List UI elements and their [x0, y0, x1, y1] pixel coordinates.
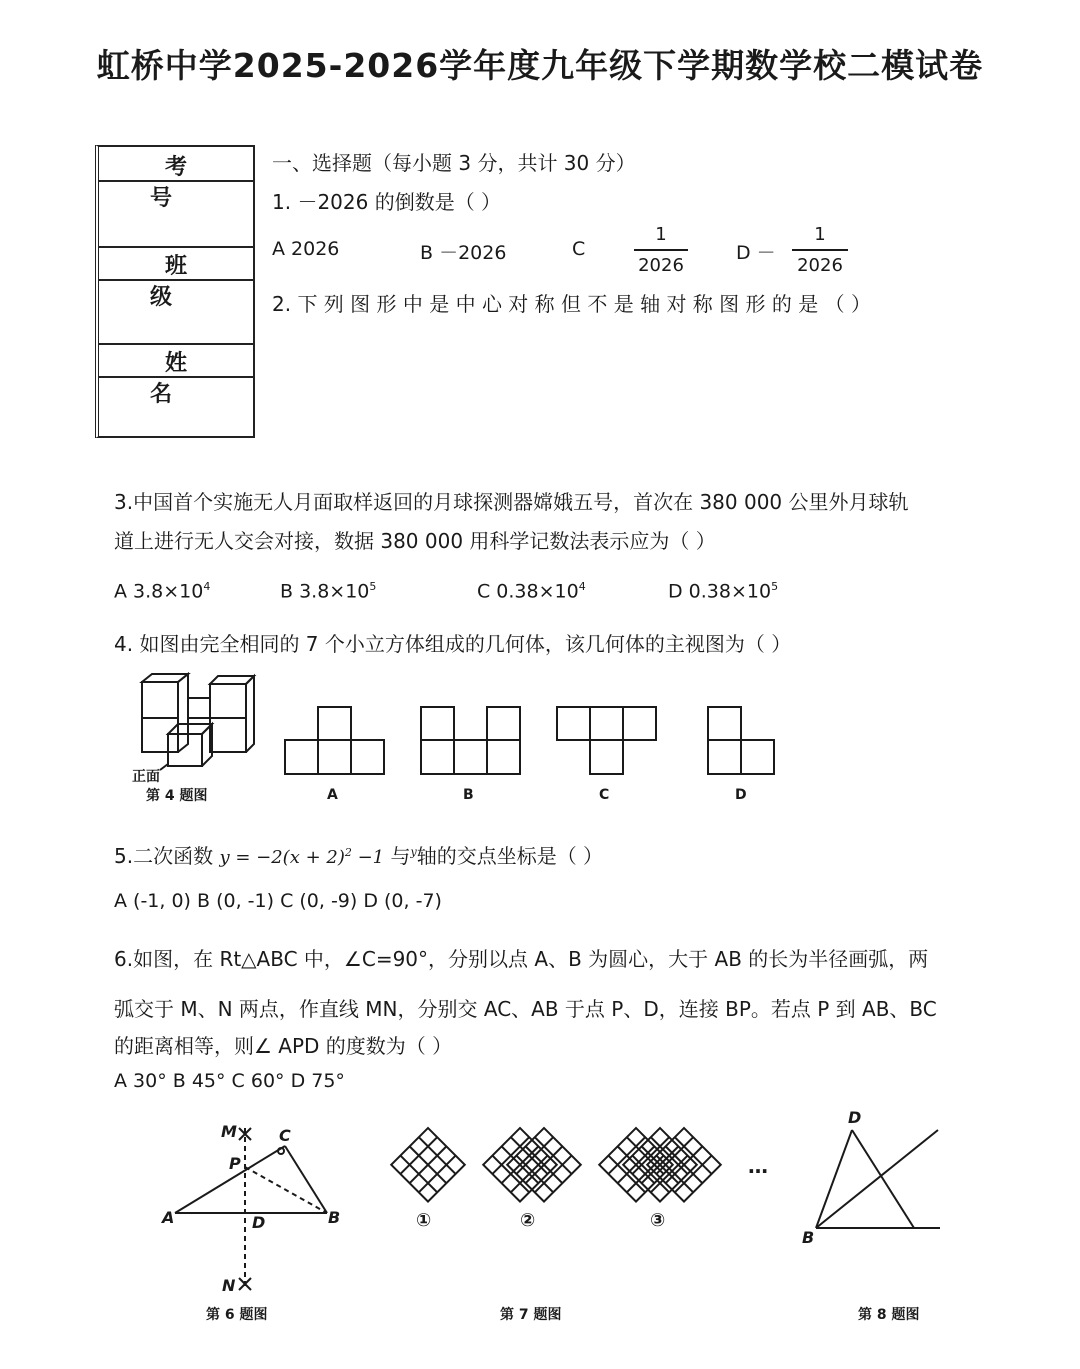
q5-prefix: 5.二次函数 [114, 844, 214, 868]
q3-c-exponent: 4 [578, 580, 586, 593]
front-view-label: 正面 [132, 769, 160, 785]
name-label: 姓 名 [149, 351, 217, 407]
label-b: B [802, 1228, 815, 1247]
fraction-denominator: 2026 [638, 255, 684, 276]
question-5-stem [114, 840, 603, 869]
label-m: M [221, 1122, 237, 1141]
class-label: 班 级 [149, 254, 217, 310]
divider [99, 180, 253, 182]
q4-option-b-view [420, 706, 522, 776]
q3-b-text: B 3.8×10 [280, 580, 370, 603]
q3-option-c [477, 580, 586, 602]
pattern-1 [388, 1126, 468, 1206]
q3-option-a [114, 580, 210, 602]
question-2-stem: 2. 下 列 图 形 中 是 中 心 对 称 但 不 是 轴 对 称 图 形 的 是 （ ） [272, 292, 871, 316]
q4-option-d-view [707, 706, 777, 776]
q1-option-d: D － [736, 242, 776, 264]
pattern-3 [596, 1126, 726, 1206]
q4-option-a-view [284, 706, 386, 776]
divider [99, 376, 253, 378]
q4-option-c-label: C [599, 787, 610, 803]
figure-4-caption: 第 4 题图 [146, 788, 208, 804]
fraction-denominator: 2026 [797, 255, 843, 276]
q5-formula-exponent: 2 [344, 846, 352, 859]
label-d: D [252, 1213, 266, 1232]
pattern-2-label: ② [520, 1210, 536, 1231]
label-n: N [222, 1276, 236, 1295]
question-4-stem: 4. 如图由完全相同的 7 个小立方体组成的几何体，该几何体的主视图为（ ） [114, 632, 792, 656]
q5-var: y [410, 845, 417, 859]
q6-options: A 30° B 45° C 60° D 75° [114, 1070, 345, 1092]
q4-option-a-label: A [327, 787, 338, 803]
q4-option-c-view [556, 706, 658, 776]
q5-options: A (-1, 0) B (0, -1) C (0, -9) D (0, -7) [114, 890, 442, 912]
student-info-box [95, 145, 255, 438]
pattern-1-label: ① [416, 1210, 432, 1231]
q1-option-a: A 2026 [272, 238, 340, 260]
question-6-line1: 6.如图，在 Rt△ABC 中，∠C=90°，分别以点 A、B 为圆心，大于 AB 的长为半径画弧，两 [114, 947, 929, 971]
label-a: A [162, 1208, 175, 1227]
q1-option-b: B －2026 [420, 242, 507, 264]
q3-option-b [280, 580, 376, 602]
q5-formula [219, 847, 384, 868]
q5-formula-tail: −1 [351, 847, 385, 868]
question-6-line3: 的距离相等，则∠ APD 的度数为（ ） [114, 1034, 453, 1058]
q5-mid: 与 [390, 844, 411, 868]
q3-d-text: D 0.38×10 [668, 580, 772, 603]
figure-7-caption: 第 7 题图 [500, 1307, 562, 1323]
q1-option-c: C [572, 238, 586, 260]
q3-option-d [668, 580, 778, 602]
question-3-line1: 3.中国首个实施无人月面取样返回的月球探测器嫦娥五号，首次在 380 000 公里外月球轨 [114, 490, 909, 514]
q4-option-d-label: D [735, 787, 747, 803]
q4-option-b-label: B [463, 787, 474, 803]
divider [99, 343, 253, 345]
exam-number-label: 考 号 [149, 155, 217, 211]
page-title: 虹桥中学2025-2026学年度九年级下学期数学校二模试卷 [96, 46, 984, 85]
label-d: D [848, 1108, 862, 1127]
q1-d-fraction [792, 224, 848, 276]
figure-8-lines [810, 1120, 950, 1240]
fraction-numerator: 1 [814, 224, 826, 245]
q3-a-text: A 3.8×10 [114, 580, 204, 603]
question-3-line2: 道上进行无人交会对接，数据 380 000 用科学记数法表示应为（ ） [114, 529, 716, 553]
label-c: C [279, 1126, 291, 1145]
question-6-line2: 弧交于 M、N 两点，作直线 MN，分别交 AC、AB 于点 P、D，连接 BP。若点 P 到 AB、BC [114, 997, 937, 1021]
label-b: B [328, 1208, 341, 1227]
q5-formula-main: y = −2(x + 2) [219, 847, 345, 868]
pattern-2 [480, 1126, 584, 1206]
q5-suffix: 轴的交点坐标是（ ） [416, 844, 604, 868]
q3-c-text: C 0.38×10 [477, 580, 579, 603]
pattern-3-label: ③ [650, 1210, 666, 1231]
fraction-bar [634, 249, 688, 251]
question-1-stem: 1. －2026 的倒数是（ ） [272, 190, 502, 214]
q3-a-exponent: 4 [203, 580, 211, 593]
q3-d-exponent: 5 [771, 580, 779, 593]
fraction-bar [792, 249, 848, 251]
ellipsis: … [748, 1154, 768, 1178]
section-heading: 一、选择题（每小题 3 分，共计 30 分） [272, 151, 636, 175]
label-p: P [229, 1154, 241, 1173]
fraction-numerator: 1 [655, 224, 667, 245]
figure-8-caption: 第 8 题图 [858, 1307, 920, 1323]
figure-6-caption: 第 6 题图 [206, 1307, 268, 1323]
divider [99, 246, 253, 248]
q3-b-exponent: 5 [369, 580, 377, 593]
divider [99, 279, 253, 281]
q1-c-fraction [634, 224, 688, 276]
